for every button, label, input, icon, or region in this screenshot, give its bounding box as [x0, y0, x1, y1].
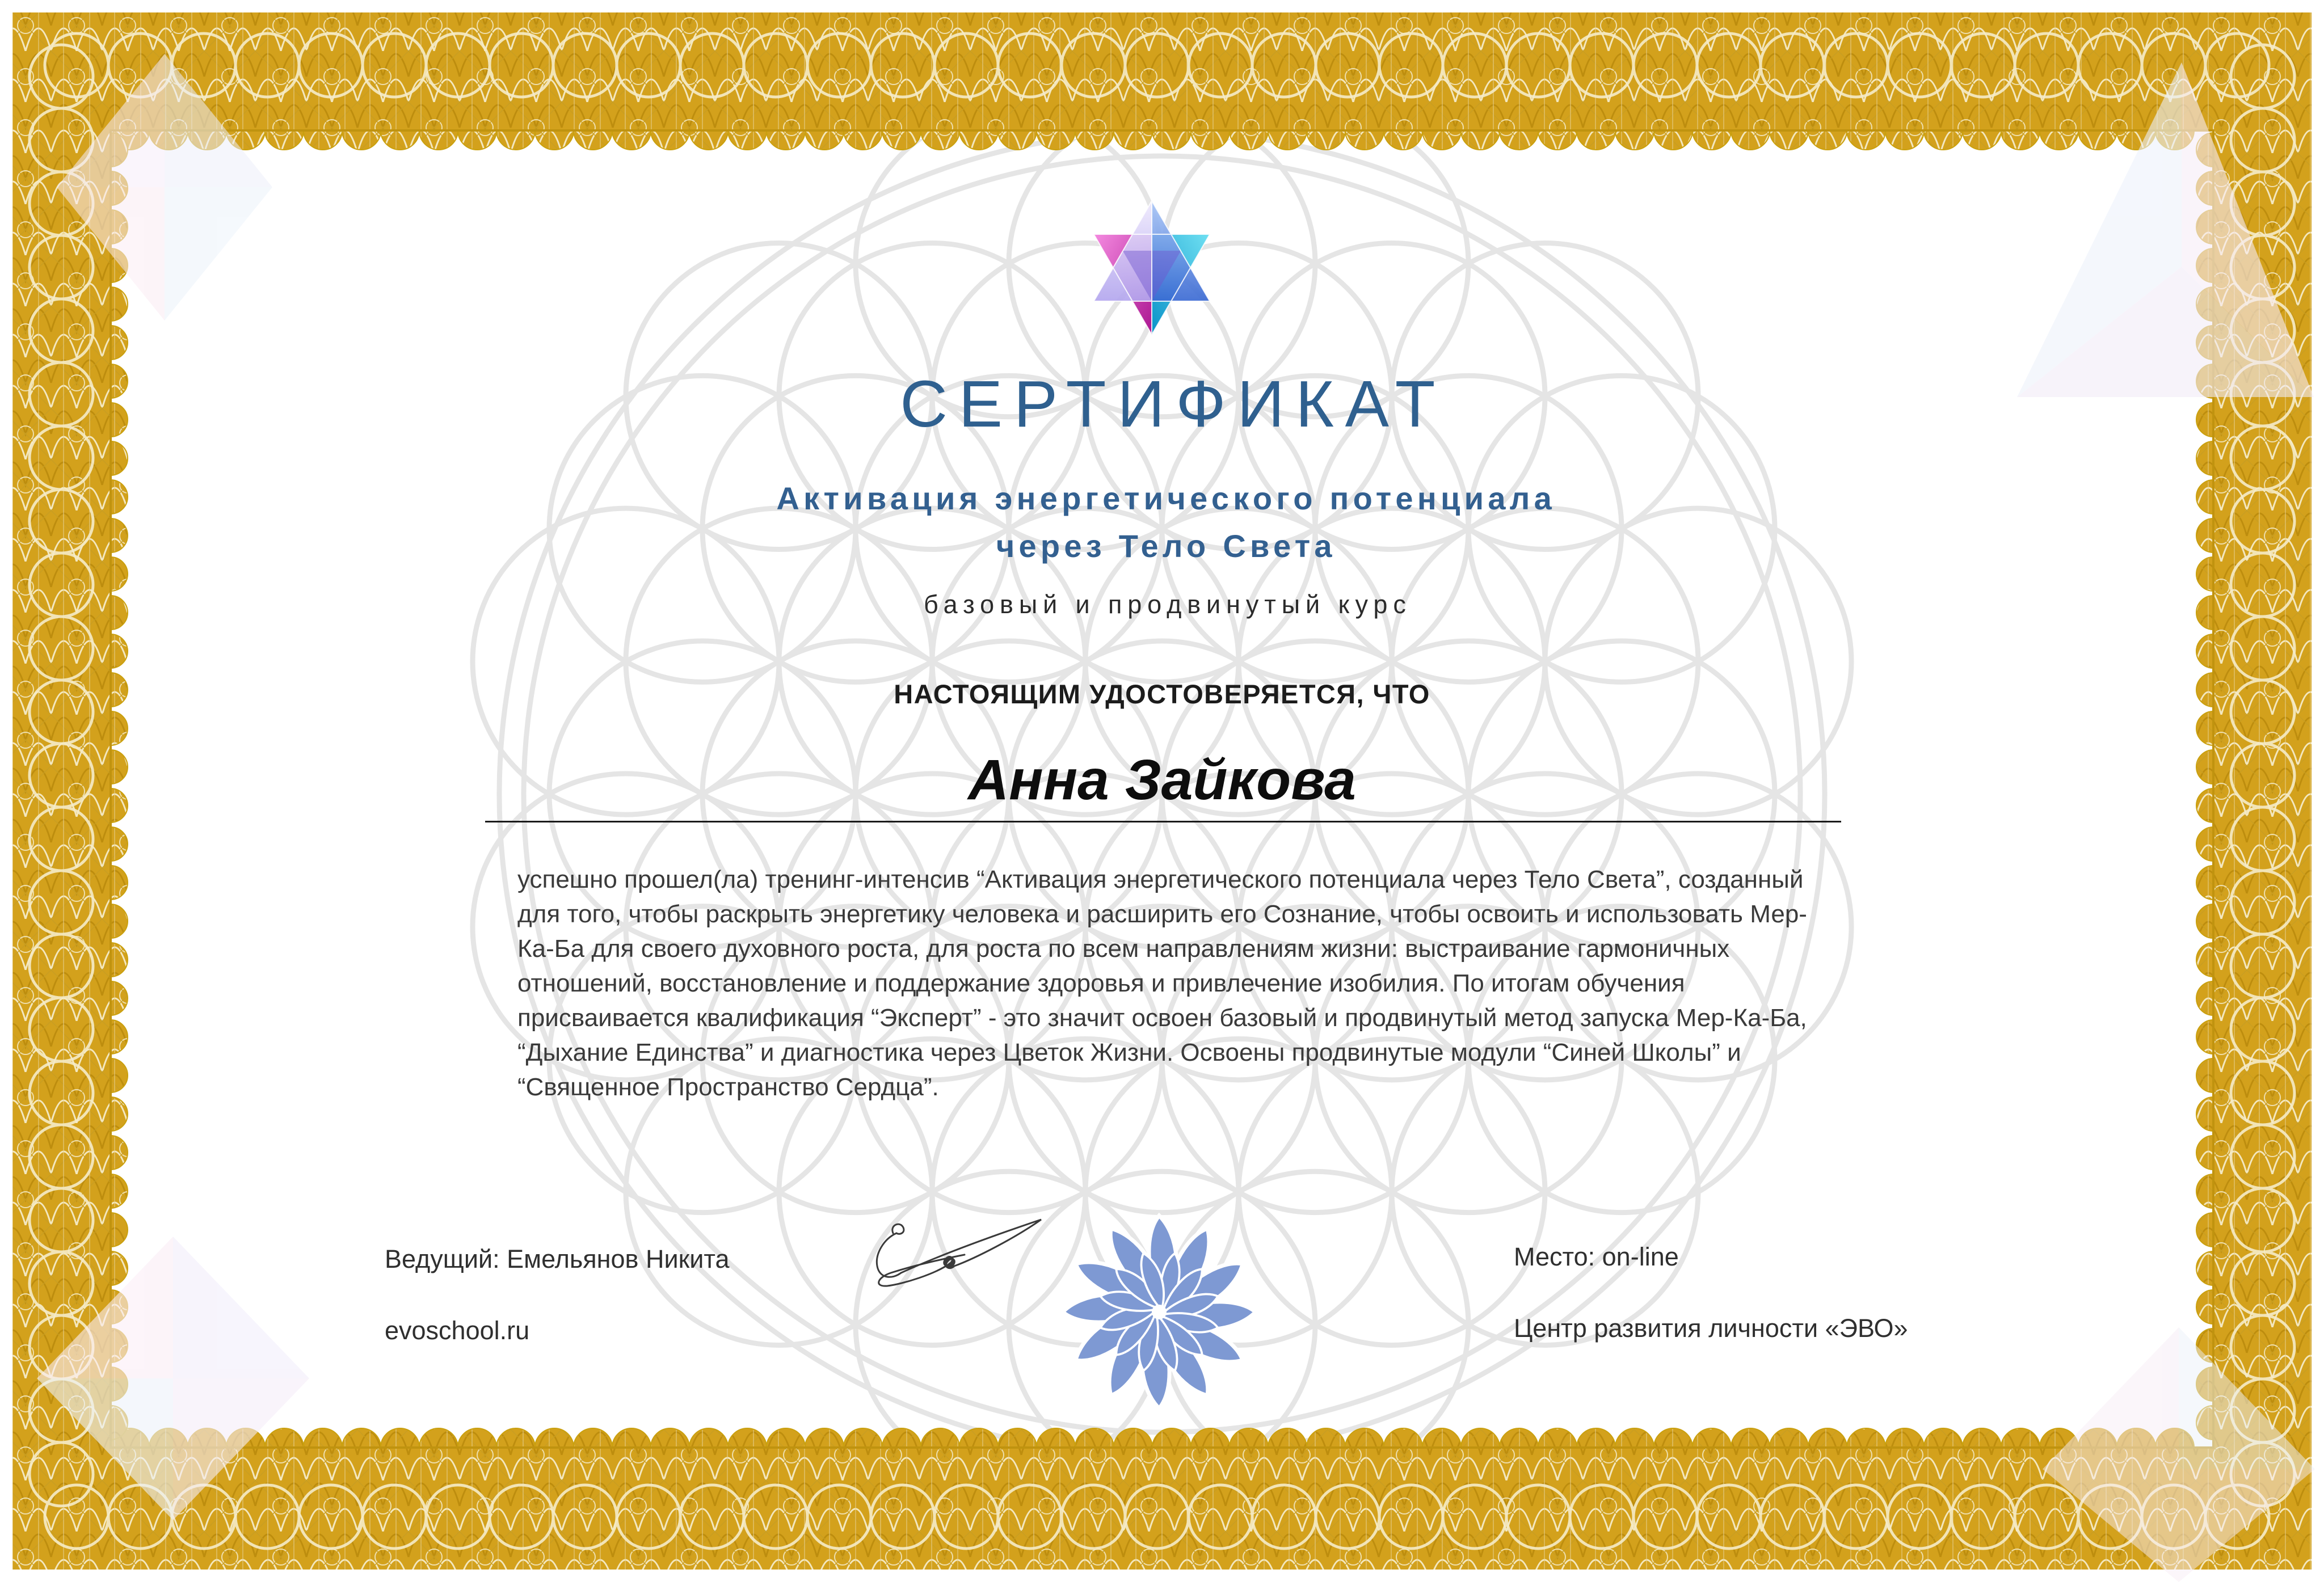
merkaba-star-logo [1087, 192, 1217, 344]
name-underline [485, 821, 1841, 822]
handwritten-signature [867, 1214, 1054, 1293]
leader-label: Ведущий: Емельянов Никита [385, 1244, 730, 1273]
certificate-subtitle-line1: Активация энергетического потенциала [776, 480, 1556, 516]
certificate-subtitle-line2: через Тело Света [996, 528, 1336, 564]
course-level: базовый и продвинутый курс [924, 590, 1412, 619]
certificate-body-text: успешно прошел(ла) тренинг-интенсив “Активация энергетического потенциала через Тело Света”, созданный для того, чтобы раскрыть энергетику человека и расширить его Сознание, чтобы освоить и использовать Мер-Ка-Ба для своего духовного роста, для роста по всем направлениям жизни: выстраивание гармоничных отношений, восстановление и поддержание здоровья и привлечение изобилия. По итогам обучения присваивается квалификация “Эксперт” - это значит освоен базовый и продвинутый метод запуска Мер-Ка-Ба, “Дыхание Единства” и диагностика через Цветок Жизни. Освоены продвинутые модули “Синей Школы” и “Священное Пространство Сердца”. [517, 866, 1807, 1101]
certificate-title: СЕРТИФИКАТ [900, 367, 1447, 441]
lotus-flower-logo [1060, 1213, 1258, 1411]
certify-label: НАСТОЯЩИМ УДОСТОВЕРЯЕТСЯ, ЧТО [894, 679, 1430, 709]
recipient-name: Анна Зайкова [968, 748, 1356, 812]
organization-label: Центр развития личности «ЭВО» [1514, 1314, 1908, 1343]
place-label: Место: on-line [1514, 1242, 1679, 1271]
website-label: evoschool.ru [385, 1316, 530, 1345]
